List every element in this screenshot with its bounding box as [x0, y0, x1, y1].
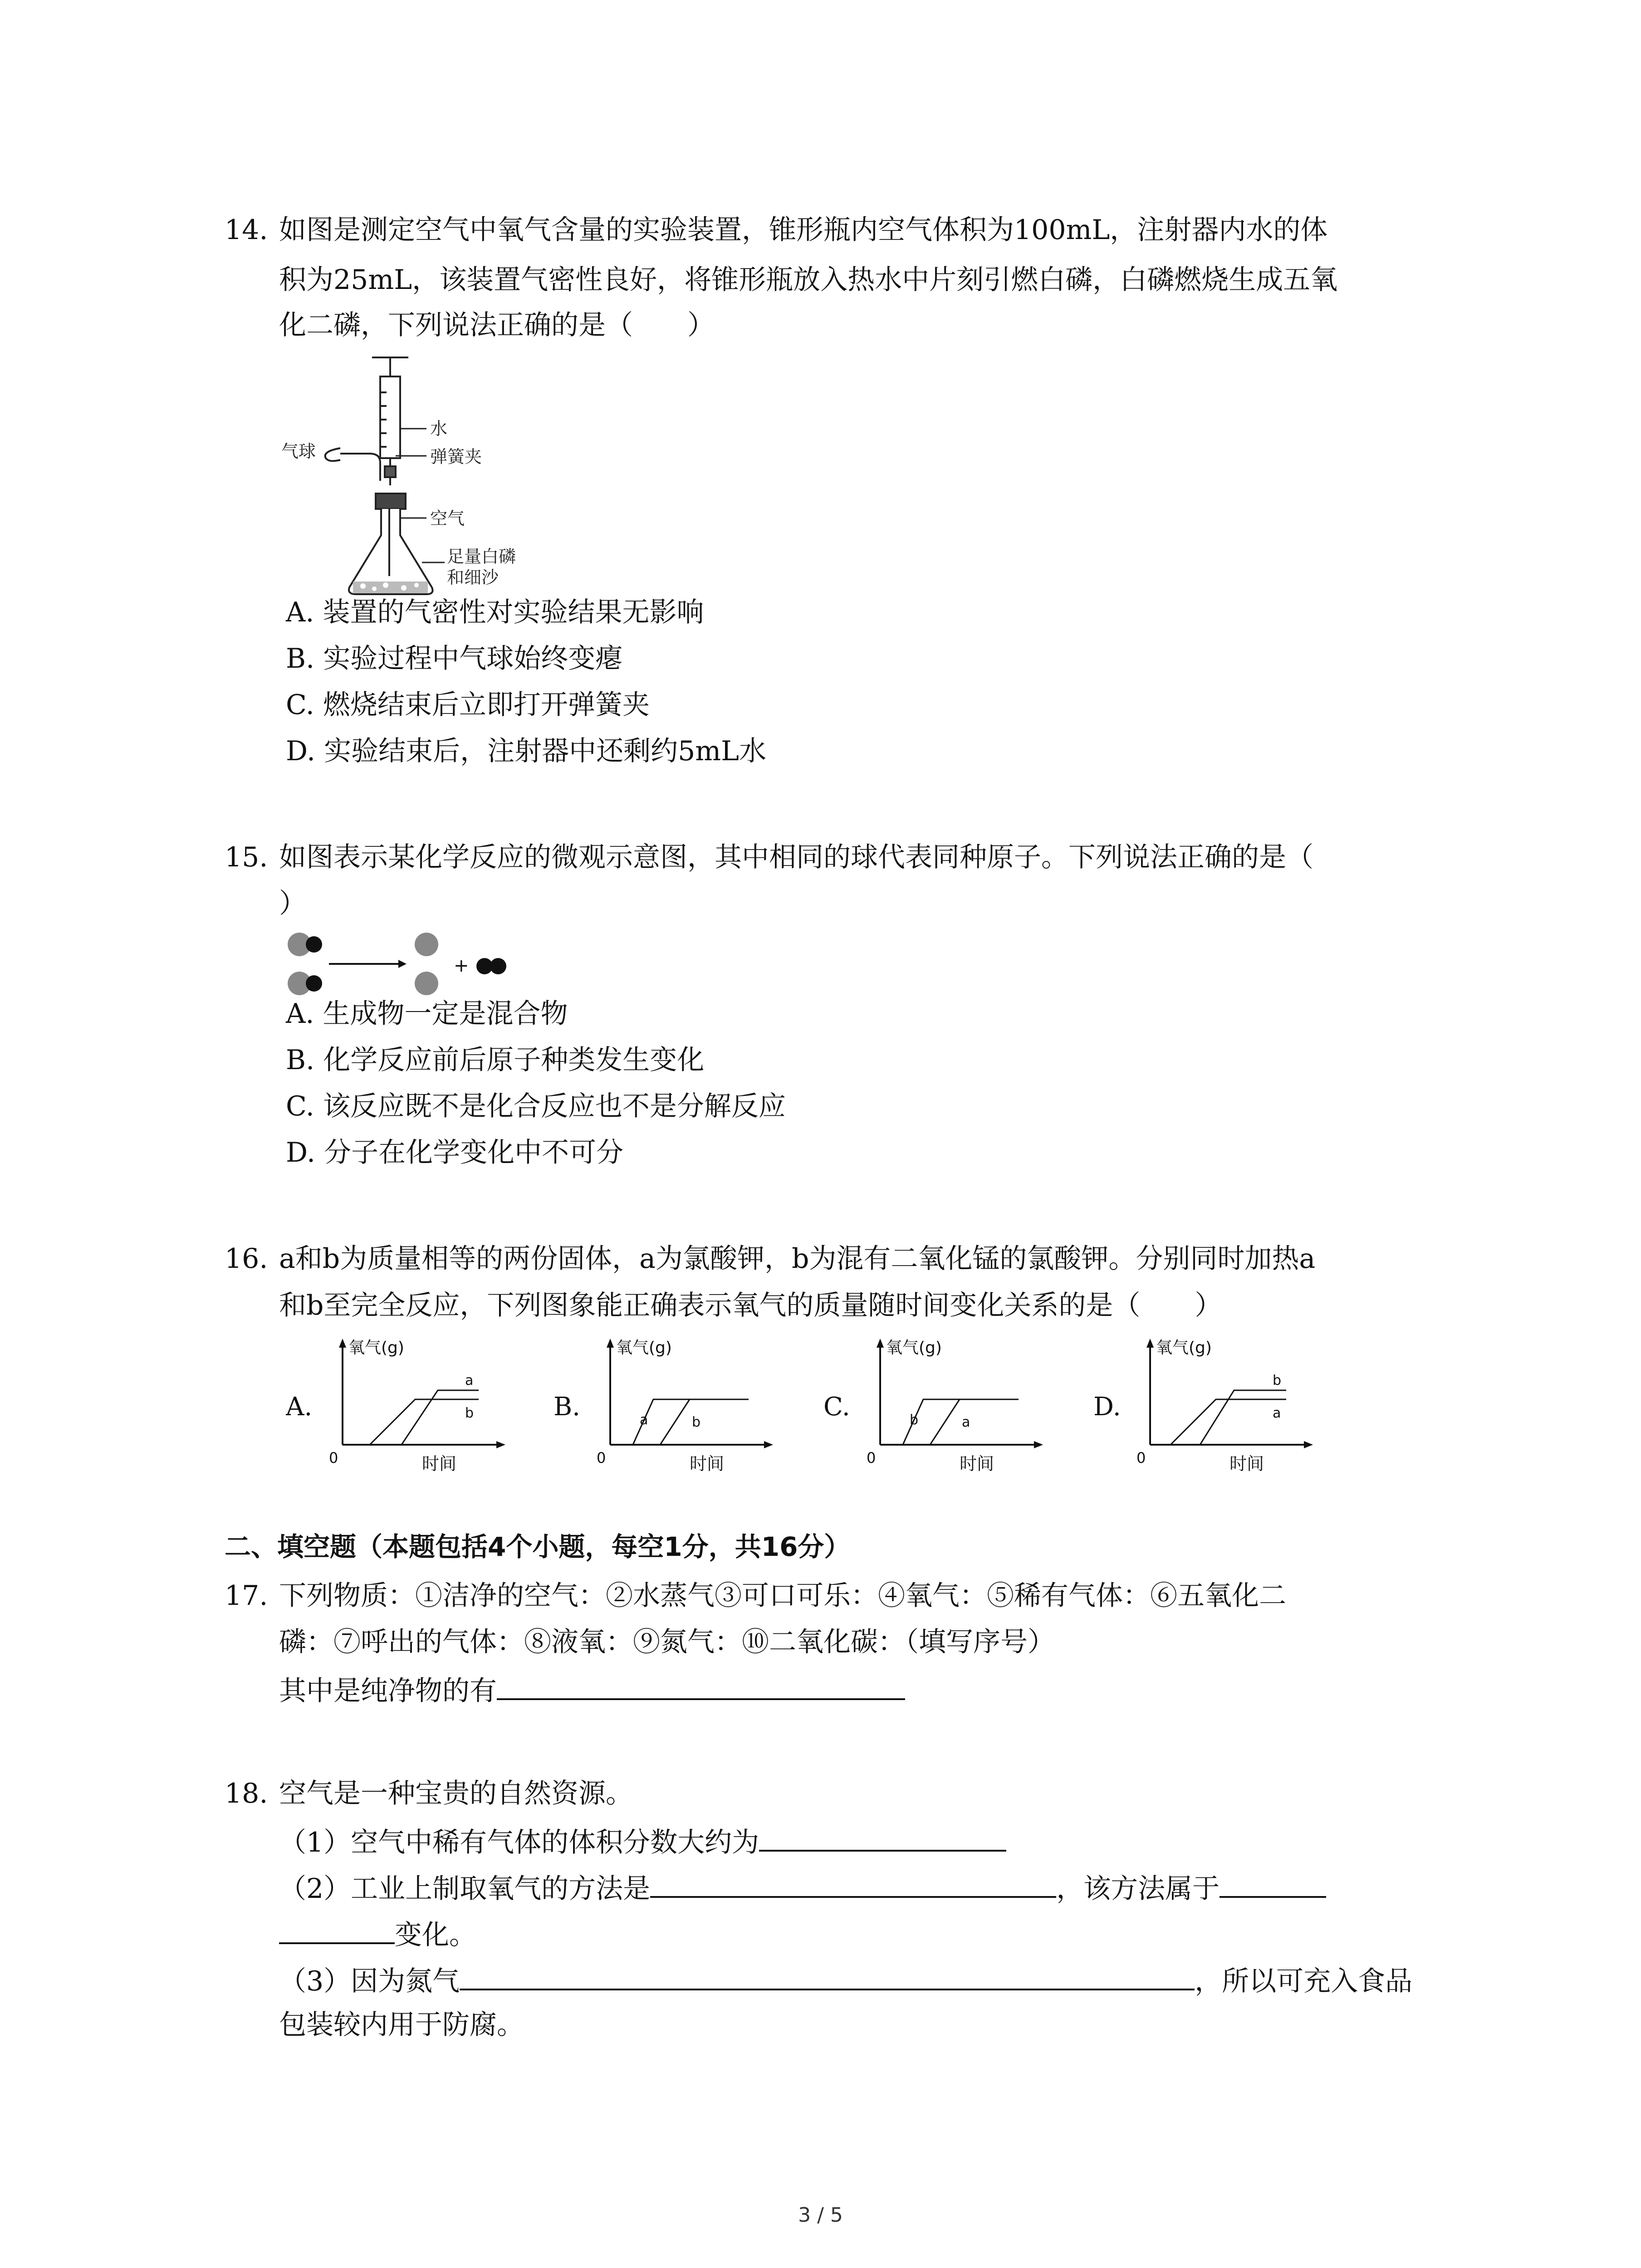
q18-part-3 [279, 1960, 1412, 1999]
q18-intro: 空气是一种宝贵的自然资源。 [279, 1778, 633, 1809]
q18-part-2-text-c: 变化。 [395, 1919, 476, 1951]
graph-origin: 0 [867, 1449, 876, 1466]
q18-part-2-text: （2）工业上制取氧气的方法是 [279, 1873, 651, 1905]
q14-stem-line-2: 积为25mL，该装置气密性良好，将锥形瓶放入热水中片刻引燃白磷，白磷燃烧生成五氧 [279, 264, 1338, 296]
graph-origin: 0 [597, 1449, 606, 1466]
q18-part-3-cont: 包装较内用于防腐。 [279, 2009, 524, 2041]
graph-xlabel: 时间 [690, 1454, 725, 1474]
q17-line-1: 下列物质：①洁净的空气：②水蒸气③可口可乐：④氧气：⑤稀有气体：⑥五氧化二 [279, 1580, 1286, 1612]
q14-stem-line-1: 如图是测定空气中氧气含量的实验装置，锥形瓶内空气体积为100mL，注射器内水的体 [279, 214, 1328, 246]
q17-prompt: 其中是纯净物的有 [279, 1675, 497, 1707]
q16-number: 16. [225, 1243, 268, 1275]
graph-option-label: A. [286, 1392, 313, 1422]
apparatus-diagram [272, 349, 554, 603]
q18-part-2 [279, 1868, 1326, 1907]
q16-graph-b[interactable] [554, 1331, 789, 1496]
graph-curve-early [633, 1399, 749, 1445]
q18-part-2-blank-type-a[interactable] [1220, 1868, 1326, 1898]
graph-ylabel: 氧气(g) [1156, 1339, 1212, 1357]
label-phosphorus-2: 和细沙 [447, 567, 499, 587]
graph-xlabel: 时间 [960, 1454, 994, 1474]
q18-number: 18. [225, 1778, 268, 1809]
graph-origin: 0 [1136, 1449, 1146, 1466]
q18-part-2-text-b: ，该方法属于 [1056, 1873, 1220, 1905]
section-2-title: 二、填空题（本题包括4个小题，每空1分，共16分） [225, 1531, 851, 1562]
q17-number: 17. [225, 1580, 268, 1612]
q17-line-2: 磷：⑦呼出的气体：⑧液氧：⑨氮气：⑩二氧化碳：（填写序号） [279, 1626, 1055, 1658]
graph-curve-early [903, 1399, 1019, 1445]
plus-sign: + [454, 955, 469, 976]
q18-part-2-blank-method[interactable] [650, 1868, 1056, 1898]
graph-origin: 0 [329, 1449, 338, 1466]
graph-curve-late [660, 1399, 690, 1445]
graph-curve-late-label: b [692, 1414, 701, 1430]
q14-number: 14. [225, 214, 268, 246]
q14-option-b[interactable]: B. 实验过程中气球始终变瘪 [286, 643, 623, 675]
q14-stem-line-3: 化二磷，下列说法正确的是（ ） [279, 309, 715, 341]
graph-curve-lower-label: a [1273, 1405, 1281, 1421]
graph-curve-late [930, 1399, 960, 1445]
page-number: 3 / 5 [798, 2204, 843, 2227]
q18-part-1-text: （1）空气中稀有气体的体积分数大约为 [279, 1827, 759, 1858]
q15-reaction-diagram [272, 925, 526, 1000]
graph-curve-upper-label: a [465, 1373, 474, 1388]
q15-number: 15. [225, 841, 268, 873]
graph-ylabel: 氧气(g) [616, 1339, 672, 1357]
graph-curve-early-label: b [910, 1412, 919, 1428]
q16-graph-c[interactable] [823, 1331, 1059, 1496]
graph-curve-lower [1171, 1399, 1286, 1445]
graph-option-label: B. [554, 1392, 580, 1422]
graph-ylabel: 氧气(g) [886, 1339, 942, 1357]
q14-option-c[interactable]: C. 燃烧结束后立即打开弹簧夹 [286, 689, 650, 721]
label-water: 水 [430, 419, 448, 439]
graph-option-label: D. [1093, 1392, 1121, 1422]
q15-option-c[interactable]: C. 该反应既不是化合反应也不是分解反应 [286, 1090, 786, 1122]
q17-answer-blank[interactable] [497, 1670, 905, 1700]
label-phosphorus-1: 足量白磷 [447, 547, 516, 567]
q16-graph-a[interactable] [286, 1331, 522, 1496]
q15-option-a[interactable]: A. 生成物一定是混合物 [286, 998, 568, 1030]
label-air: 空气 [430, 508, 465, 528]
q16-stem-line-1: a和b为质量相等的两份固体，a为氯酸钾，b为混有二氧化锰的氯酸钾。分别同时加热a [279, 1243, 1316, 1275]
q15-option-b[interactable]: B. 化学反应前后原子种类发生变化 [286, 1044, 705, 1076]
graph-xlabel: 时间 [1230, 1454, 1264, 1474]
q15-stem-line-2: ） [279, 888, 306, 919]
q16-graph-d[interactable] [1093, 1331, 1329, 1496]
q18-part-1-blank[interactable] [759, 1822, 1006, 1852]
q18-part-2-blank-type-b[interactable] [279, 1914, 395, 1944]
graph-curve-late-label: a [962, 1414, 970, 1430]
q15-stem-line-1: 如图表示某化学反应的微观示意图，其中相同的球代表同种原子。下列说法正确的是（ [279, 841, 1313, 873]
q18-part-1 [279, 1822, 1006, 1861]
graph-xlabel: 时间 [422, 1454, 457, 1474]
graph-curve-early-label: a [640, 1412, 648, 1428]
graph-curve-upper-label: b [1273, 1373, 1282, 1388]
q18-part-3-text-b: ，所以可充入食品 [1195, 1965, 1413, 1997]
q16-stem-line-2: 和b至完全反应，下列图象能正确表示氧气的质量随时间变化关系的是（ ） [279, 1290, 1222, 1321]
q17-answer-row [279, 1670, 905, 1709]
label-balloon: 气球 [281, 441, 316, 461]
q18-part-3-text: （3）因为氮气 [279, 1965, 460, 1997]
graph-option-label: C. [823, 1392, 850, 1422]
q18-part-3-blank[interactable] [460, 1960, 1195, 1990]
q14-option-d[interactable]: D. 实验结束后，注射器中还剩约5mL水 [286, 735, 767, 767]
q14-option-a[interactable]: A. 装置的气密性对实验结果无影响 [286, 596, 704, 628]
q14-apparatus-figure [272, 349, 554, 605]
q15-option-d[interactable]: D. 分子在化学变化中不可分 [286, 1137, 624, 1168]
graph-ylabel: 氧气(g) [348, 1339, 404, 1357]
graph-curve-lower [370, 1399, 479, 1445]
label-clip: 弹簧夹 [430, 447, 482, 467]
q18-part-2-cont [279, 1914, 476, 1953]
graph-curve-lower-label: b [465, 1405, 474, 1421]
